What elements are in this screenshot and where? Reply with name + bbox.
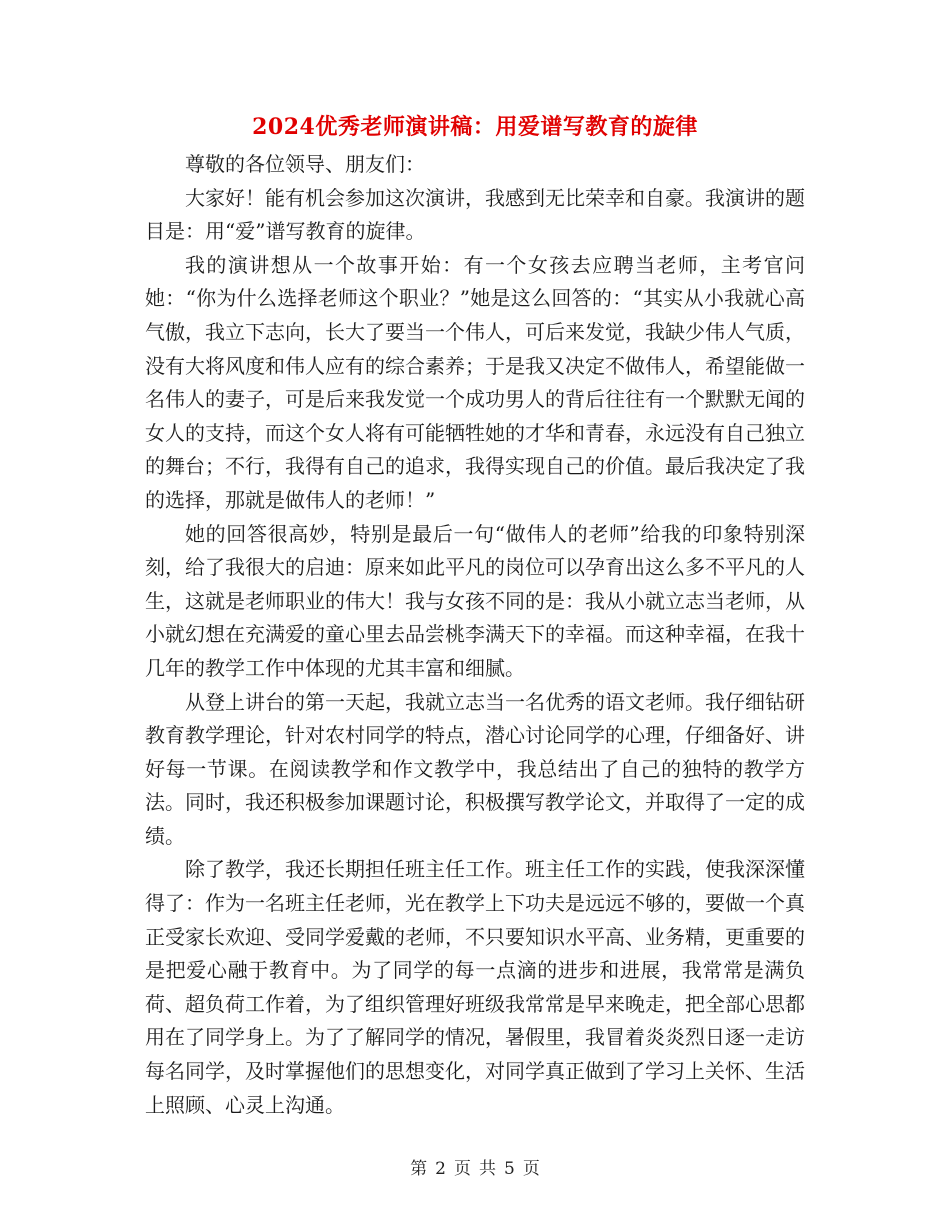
paragraph: 除了教学，我还长期担任班主任工作。班主任工作的实践，使我深深懂得了：作为一名班主任老师，光在教学上下功夫是远远不够的，要做一个真正受家长欢迎、受同学爱戴的老师，不只要知识水平高、业务精，更重要的是把爱心融于教育中。为了同学的每一点滴的进步和进展，我常常是满负荷、超负荷工作着，为了组织管理好班级我常常是早来晚走，把全部心思都用在了同学身上。为了了解同学的情况，暑假里，我冒着炎炎烈日逐一走访每名同学，及时掌握他们的思想变化，对同学真正做到了学习上关怀、生活上照顾、心灵上沟通。 <box>145 857 805 1117</box>
page-total: 5 <box>504 1159 515 1179</box>
page-label-mid: 页 <box>454 1159 471 1179</box>
paragraph: 她的回答很高妙，特别是最后一句“做伟人的老师”给我的印象特别深刻，给了我很大的启迪：原来如此平凡的岗位可以孕育出这么多不平凡的人生，这就是老师职业的伟大！我与女孩不同的是：我从小就立志当老师，从小就幻想在充满爱的童心里去品尝桃李满天下的幸福。而这种幸福，在我十几年的教学工作中体现的尤其丰富和细腻。 <box>145 521 805 680</box>
page-current: 2 <box>435 1159 446 1179</box>
paragraph: 大家好！能有机会参加这次演讲，我感到无比荣幸和自豪。我演讲的题目是：用“爱”谱写教育的旋律。 <box>145 185 805 244</box>
page-label-prefix: 第 <box>410 1159 428 1179</box>
page-footer <box>0 1154 950 1179</box>
page-label-total-prefix: 共 <box>479 1159 496 1179</box>
paragraph: 从登上讲台的第一天起，我就立志当一名优秀的语文老师。我仔细钻研教育教学理论，针对农村同学的特点，潜心讨论同学的心理，仔细备好、讲好每一节课。在阅读教学和作文教学中，我总结出了自己的独特的教学方法。同时，我还积极参加课题讨论，积极撰写教学论文，并取得了一定的成绩。 <box>145 689 805 848</box>
salutation: 尊敬的各位领导、朋友们： <box>185 152 425 176</box>
document-body <box>145 148 805 1122</box>
paragraph: 我的演讲想从一个故事开始：有一个女孩去应聘当老师，主考官问她：“你为什么选择老师这个职业？”她是这么回答的：“其实从小我就心高气傲，我立下志向，长大了要当一个伟人，可后来发觉，我缺少伟人气质，没有大将风度和伟人应有的综合素养；于是我又决定不做伟人，希望能做一名伟人的妻子，可是后来我发觉一个成功男人的背后往往有一个默默无闻的女人的支持，而这个女人将有可能牺牲她的才华和青春，永远没有自己独立的舞台；不行，我得有自己的追求，我得实现自己的价值。最后我决定了我的选择，那就是做伟人的老师！” <box>145 252 805 512</box>
page-label-suffix: 页 <box>522 1159 540 1179</box>
document-title: 2024优秀老师演讲稿：用爱谱写教育的旋律 <box>252 114 698 140</box>
